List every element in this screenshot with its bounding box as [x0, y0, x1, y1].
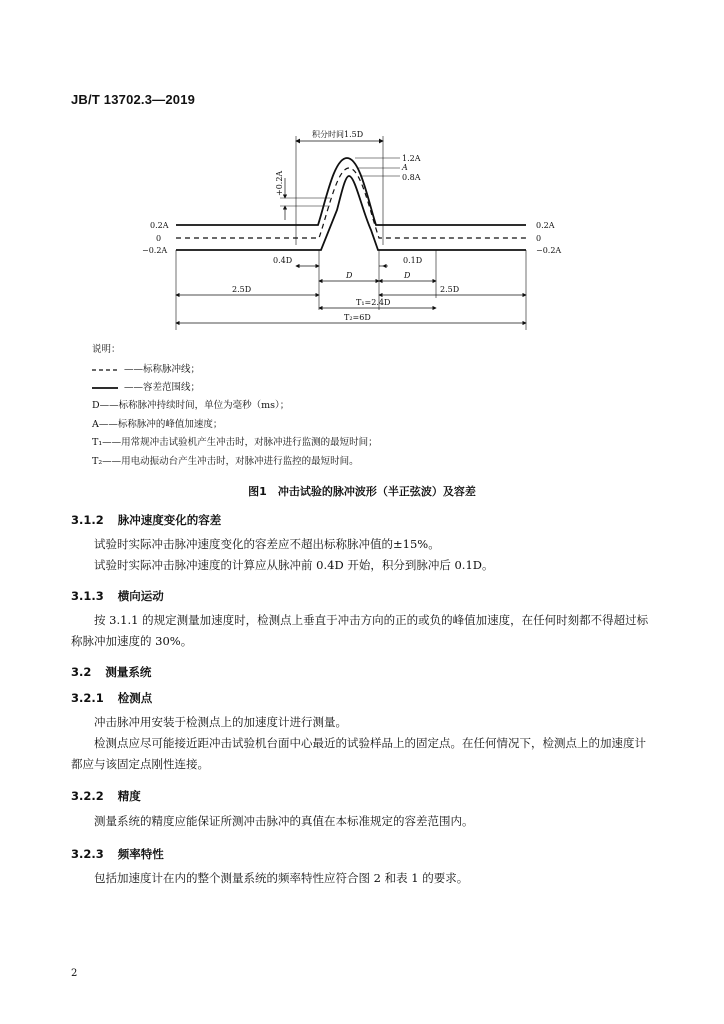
svg-text:−0.2A: −0.2A — [142, 246, 168, 255]
standard-number: JB/T 13702.3—2019 — [71, 92, 196, 107]
svg-text:T₁=2.4D: T₁=2.4D — [356, 298, 391, 307]
integration-time-label: 积分时间1.5D — [312, 130, 364, 139]
svg-text:A: A — [402, 163, 408, 172]
svg-text:+0.2A: +0.2A — [275, 170, 284, 196]
legend-tolerance: ——容差范围线； — [124, 382, 201, 393]
svg-text:0.2A: 0.2A — [150, 221, 169, 230]
legend-d: D——标称脉冲持续时间，单位为毫秒（ms）； — [92, 400, 290, 411]
tolerance-upper-line — [176, 158, 526, 225]
legend-nominal: ——标称脉冲线； — [124, 364, 201, 375]
svg-text:D: D — [346, 271, 353, 280]
figure-caption: 图1 冲击试验的脉冲波形（半正弦波）及容差 — [248, 485, 476, 498]
svg-text:D: D — [404, 271, 411, 280]
legend-t2: T₂——用电动振动台产生冲击时，对脉冲进行监控的最短时间。 — [92, 456, 359, 467]
section-body: 测量系统的精度应能保证所测冲击脉冲的真值在本标准规定的容差范围内。 — [94, 814, 474, 828]
section-body: 包括加速度计在内的整个测量系统的频率特性应符合图 2 和表 1 的要求。 — [94, 871, 469, 885]
section-heading: 3.2.2 精度 — [71, 789, 141, 803]
svg-text:0: 0 — [536, 234, 542, 243]
svg-text:T₂=6D: T₂=6D — [344, 313, 371, 322]
svg-text:0.8A: 0.8A — [402, 173, 421, 182]
section-body: 试验时实际冲击脉冲速度变化的容差应不超出标称脉冲值的±15%。 试验时实际冲击脉冲速度的计算应从脉冲前 0.4D 开始，积分到脉冲后 0.1D。 — [94, 537, 494, 572]
section-heading: 3.2.3 频率特性 — [71, 847, 164, 861]
section-body: 按 3.1.1 的规定测量加速度时，检测点上垂直于冲击方向的正的或负的峰值加速度，在任何时刻都不得超过标称脉冲加速度的 30%。 — [71, 613, 649, 648]
svg-text:0.2A: 0.2A — [536, 221, 555, 230]
svg-text:−0.2A: −0.2A — [536, 246, 562, 255]
page-number: 2 — [71, 968, 78, 979]
section-body: 冲击脉冲用安装于检测点上的加速度计进行测量。 检测点应尽可能接近距冲击试验机台面中心最近的试验样品上的固定点。在任何情况下，检测点上的加速度计都应与该固定点刚性连接。 — [71, 715, 646, 771]
legend-t1: T₁——用常规冲击试验机产生冲击时，对脉冲进行监测的最短时间； — [92, 437, 378, 448]
svg-text:0.1D: 0.1D — [403, 256, 423, 265]
legend-title: 说明： — [92, 344, 121, 355]
svg-text:0.4D: 0.4D — [273, 256, 293, 265]
svg-text:2.5D: 2.5D — [440, 285, 460, 294]
section-heading: 3.1.2 脉冲速度变化的容差 — [71, 513, 222, 527]
legend-a: A——标称脉冲的峰值加速度； — [92, 419, 223, 430]
section-heading: 3.2.1 检测点 — [71, 691, 153, 705]
svg-text:0: 0 — [156, 234, 162, 243]
tolerance-lower-line — [176, 176, 526, 250]
section-heading: 3.1.3 横向运动 — [71, 589, 164, 603]
svg-text:2.5D: 2.5D — [232, 285, 252, 294]
svg-text:1.2A: 1.2A — [402, 154, 421, 163]
section-heading: 3.2 测量系统 — [71, 665, 152, 679]
